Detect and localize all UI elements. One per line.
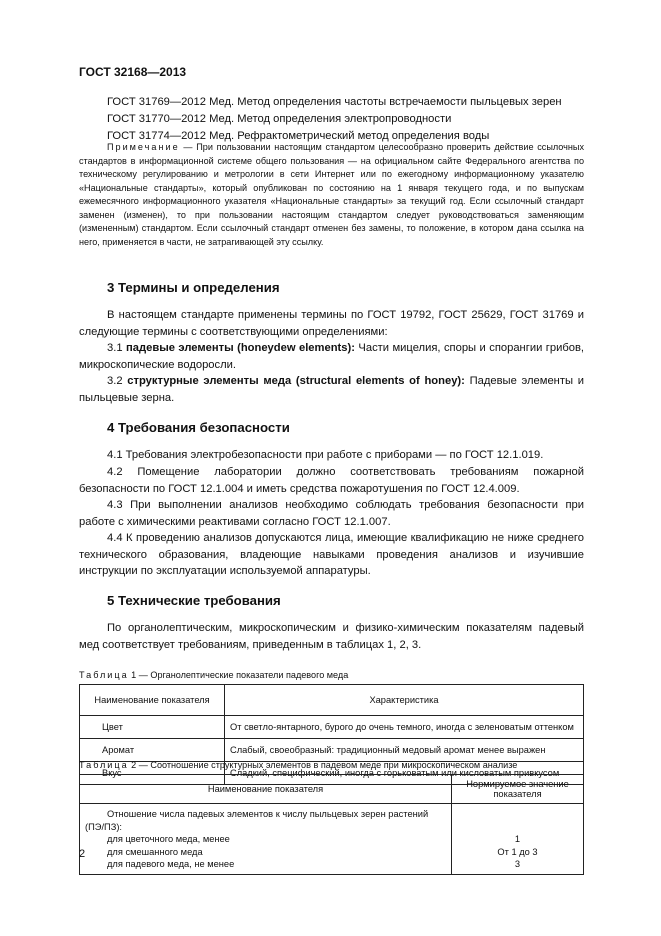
indicator-sub: для смешанного меда (107, 846, 203, 857)
indicator-sub: для цветочного меда, менее (107, 834, 230, 844)
section-3-intro: В настоящем стандарте применены термины по ГОСТ 19792, ГОСТ 25629, ГОСТ 31769 и следующие термины с соответствующими определениями: (79, 309, 584, 338)
reference-line: ГОСТ 31770—2012 Мед. Метод определения электропроводности (107, 113, 452, 125)
structural-elements-table (79, 774, 584, 875)
table-row (80, 804, 584, 875)
indicator-sub: для падевого меда, не менее (107, 859, 235, 869)
table-cell: Аромат (80, 739, 225, 762)
column-header: Наименование показателя (80, 685, 225, 716)
column-header: Наименование показателя (80, 775, 452, 804)
table-row (80, 739, 584, 762)
term-name: падевые элементы (honeydew elements): (126, 342, 355, 354)
clause-4-4: 4.4 К проведению анализов допускаются лица, имеющие квалификацию не ниже среднего технического образования, владеющие навыками проведения анализов и изучившие инструкции по эксплуатации используемой аппаратуры. (79, 532, 584, 577)
note-text: — При пользовании настоящим стандартом целесообразно проверить действие ссылочных стандартов в информационной системе общего пользования — на официальном сайте Федерального агентства по техническому регулированию и метрологии в сети Интернет или по ежегодному информационному указателю «Национальные стандарты», который опубликован по состоянию на 1 января текущего года, и по выпускам ежемесячного информационного указателя «Национальные стандарты» за текущий год. Если ссылочный стандарт заменен (изменен), то при пользовании настоящим стандартом следует руководствоваться заменяющим (измененным) стандартом. Если ссылочный стандарт отменен без замены, то положение, в котором дана ссылка на него, применяется в части, не затрагивающей эту ссылку. (79, 142, 584, 247)
section-5-intro: По органолептическим, микроскопическим и физико-химическим показателям падевый мед соответствует требованиям, приведенным в таблицах 1, 2, 3. (79, 622, 584, 651)
table-header-row (80, 685, 584, 716)
indicator-main: Отношение числа падевых элементов к числу пыльцевых зерен растений (ПЭ/ПЗ): (85, 809, 429, 832)
normative-references (107, 94, 562, 145)
norm-value: От 1 до 3 (497, 846, 538, 857)
reference-line: ГОСТ 31774—2012 Мед. Рефрактометрический метод определения воды (107, 130, 490, 142)
table-header-row (80, 775, 584, 804)
note-paragraph (79, 141, 584, 249)
standard-header: ГОСТ 32168—2013 (79, 65, 187, 79)
table-cell: Цвет (80, 716, 225, 739)
indicator-cell (80, 804, 452, 875)
clause-4-1: 4.1 Требования электробезопасности при работе с приборами — по ГОСТ 12.1.019. (107, 449, 544, 461)
clause-4-3: 4.3 При выполнении анализов необходимо соблюдать требования безопасности при работе с химическими реактивами согласно ГОСТ 12.1.007. (79, 499, 584, 528)
note-label: Примечание (107, 142, 180, 152)
clause-4-2: 4.2 Помещение лаборатории должно соответствовать требованиям пожарной безопасности по ГОСТ 12.1.004 и иметь средства пожаротушения по ГОСТ 12.4.009. (79, 466, 584, 495)
column-header: Нормируемое значение показателя (452, 775, 584, 804)
reference-line: ГОСТ 31769—2012 Мед. Метод определения частоты встречаемости пыльцевых зерен (107, 96, 562, 108)
table-cell: Слабый, своеобразный: традиционный медовый аромат менее выражен (225, 739, 584, 762)
norm-value: 1 (514, 834, 521, 844)
table-cell: Сладкий, специфический, иногда с горьковатым или кисловатым привкусом (225, 762, 584, 785)
column-header: Характеристика (225, 685, 584, 716)
table-2-caption: Таблица 2 — Соотношение структурных элементов в падевом меде при микроскопическом анализе (79, 760, 518, 770)
value-cell (452, 804, 584, 875)
section-5-title: 5 Технические требования (107, 593, 281, 608)
norm-value: 3 (514, 859, 521, 869)
table-row (80, 716, 584, 739)
section-3-title: 3 Термины и определения (107, 280, 280, 295)
page-number: 2 (79, 848, 86, 860)
table-cell: Вкус (80, 762, 225, 785)
table-1-caption: Таблица 1 — Органолептические показатели падевого меда (79, 670, 349, 680)
section-4-title: 4 Требования безопасности (107, 420, 290, 435)
term-name: структурные элементы меда (structural elements of honey): (127, 375, 465, 387)
term-3-2: 3.2 структурные элементы меда (structural elements of honey): Падевые элементы и пыльцевые зерна. (79, 375, 584, 404)
term-3-1: 3.1 падевые элементы (honeydew elements): Части мицелия, споры и спорангии грибов, микроскопические водоросли. (79, 342, 584, 371)
table-cell: От светло-янтарного, бурого до очень темного, иногда с зеленоватым оттенком (225, 716, 584, 739)
